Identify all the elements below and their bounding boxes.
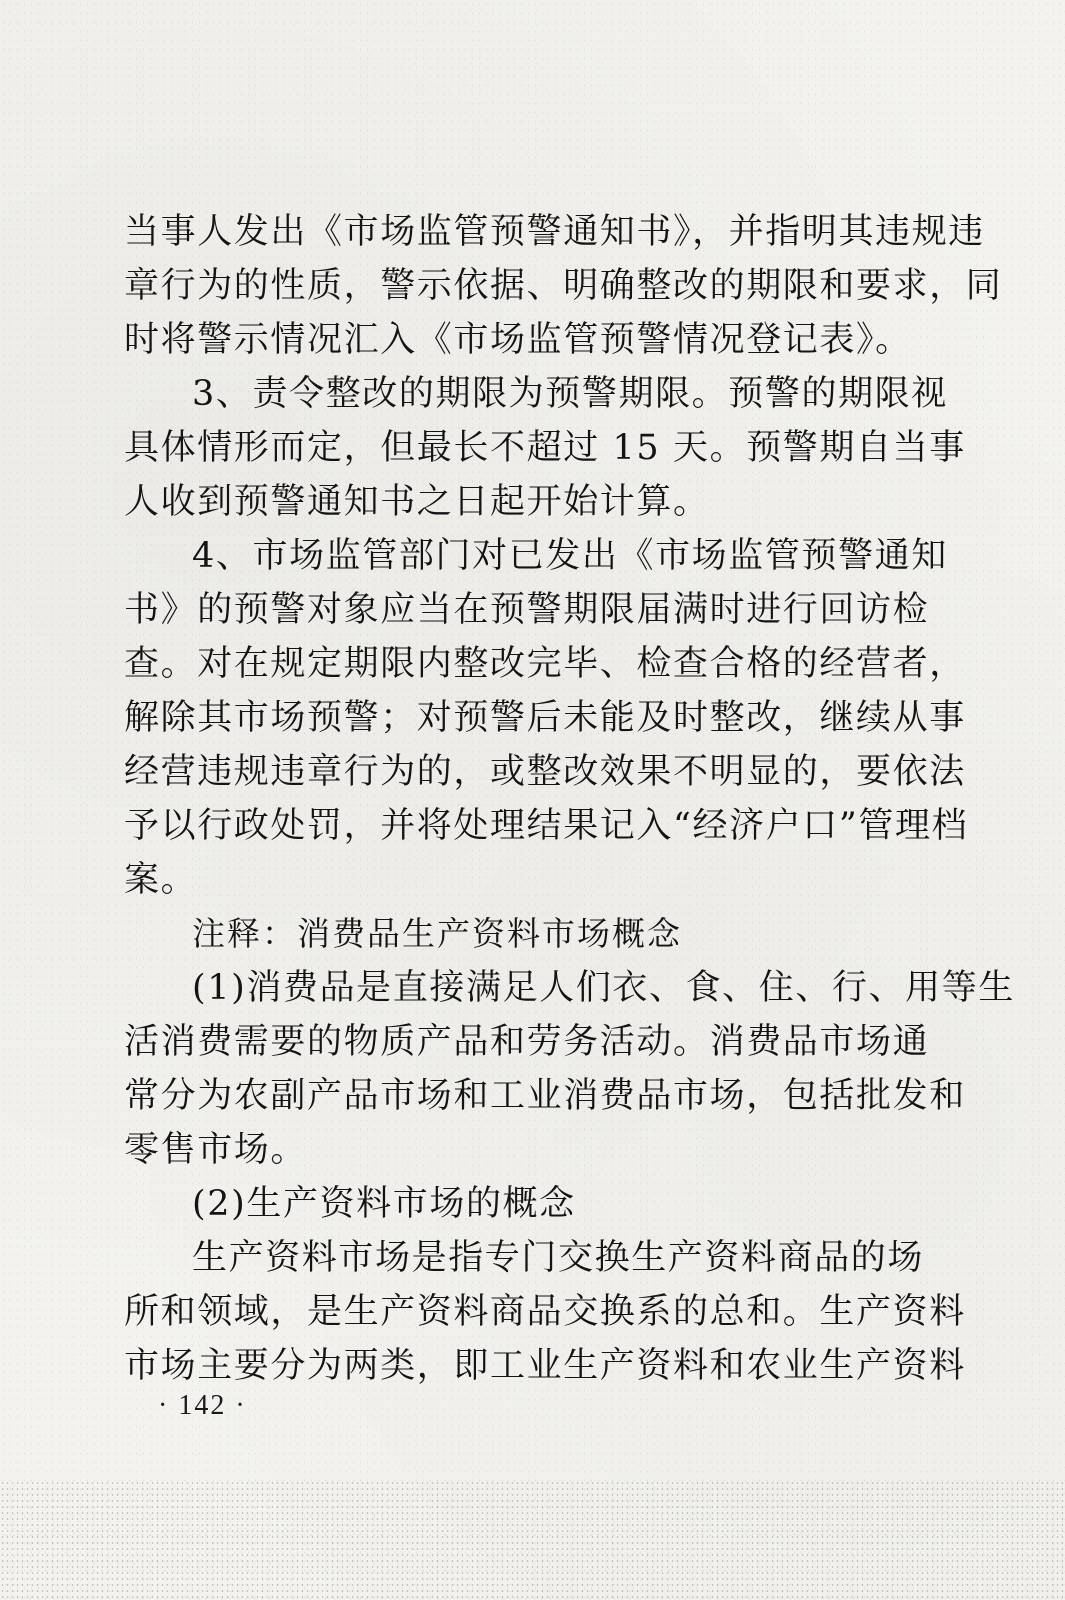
text-line: 章行为的性质，警示依据、明确整改的期限和要求，同 [124,266,1003,306]
subheading-line: (2)生产资料市场的概念 [192,1184,576,1224]
paragraph-start-line: 4、市场监管部门对已发出《市场监管预警通知 [192,536,948,576]
page-number: · 142 · [158,1390,247,1421]
text-line: 常分为农副产品市场和工业消费品市场，包括批发和 [124,1076,966,1116]
text-line: 具体情形而定，但最长不超过 15 天。预警期自当事 [124,428,966,468]
text-line: 人收到预警通知书之日起开始计算。 [124,482,710,522]
text-line: 零售市场。 [124,1130,308,1170]
text-line: 经营违规违章行为的，或整改效果不明显的，要依法 [124,752,966,792]
text-line: 案。 [124,860,198,900]
text-line: 查。对在规定期限内整改完毕、检查合格的经营者， [124,644,966,684]
text-line: 市场主要分为两类，即工业生产资料和农业生产资料 [124,1346,966,1386]
text-line: 当事人发出《市场监管预警通知书》，并指明其违规违 [124,212,985,252]
text-line: 活消费需要的物质产品和劳务活动。消费品市场通 [124,1022,930,1062]
paragraph-start-line: (1)消费品是直接满足人们衣、食、住、行、用等生 [192,968,1015,1008]
text-line: 予以行政处罚，并将处理结果记入“经济户口”管理档 [124,806,969,846]
note-heading: 注释：消费品生产资料市场概念 [192,914,682,953]
text-line: 书》的预警对象应当在预警期限届满时进行回访检 [124,590,930,630]
text-line: 解除其市场预警；对预警后未能及时整改，继续从事 [124,698,966,738]
text-line: 所和领域，是生产资料商品交换系的总和。生产资料 [124,1292,966,1332]
paragraph-start-line: 3、责令整改的期限为预警期限。预警的期限视 [192,374,948,414]
text-line: 时将警示情况汇入《市场监管预警情况登记表》。 [124,320,912,360]
paragraph-start-line: 生产资料市场是指专门交换生产资料商品的场 [192,1238,925,1278]
